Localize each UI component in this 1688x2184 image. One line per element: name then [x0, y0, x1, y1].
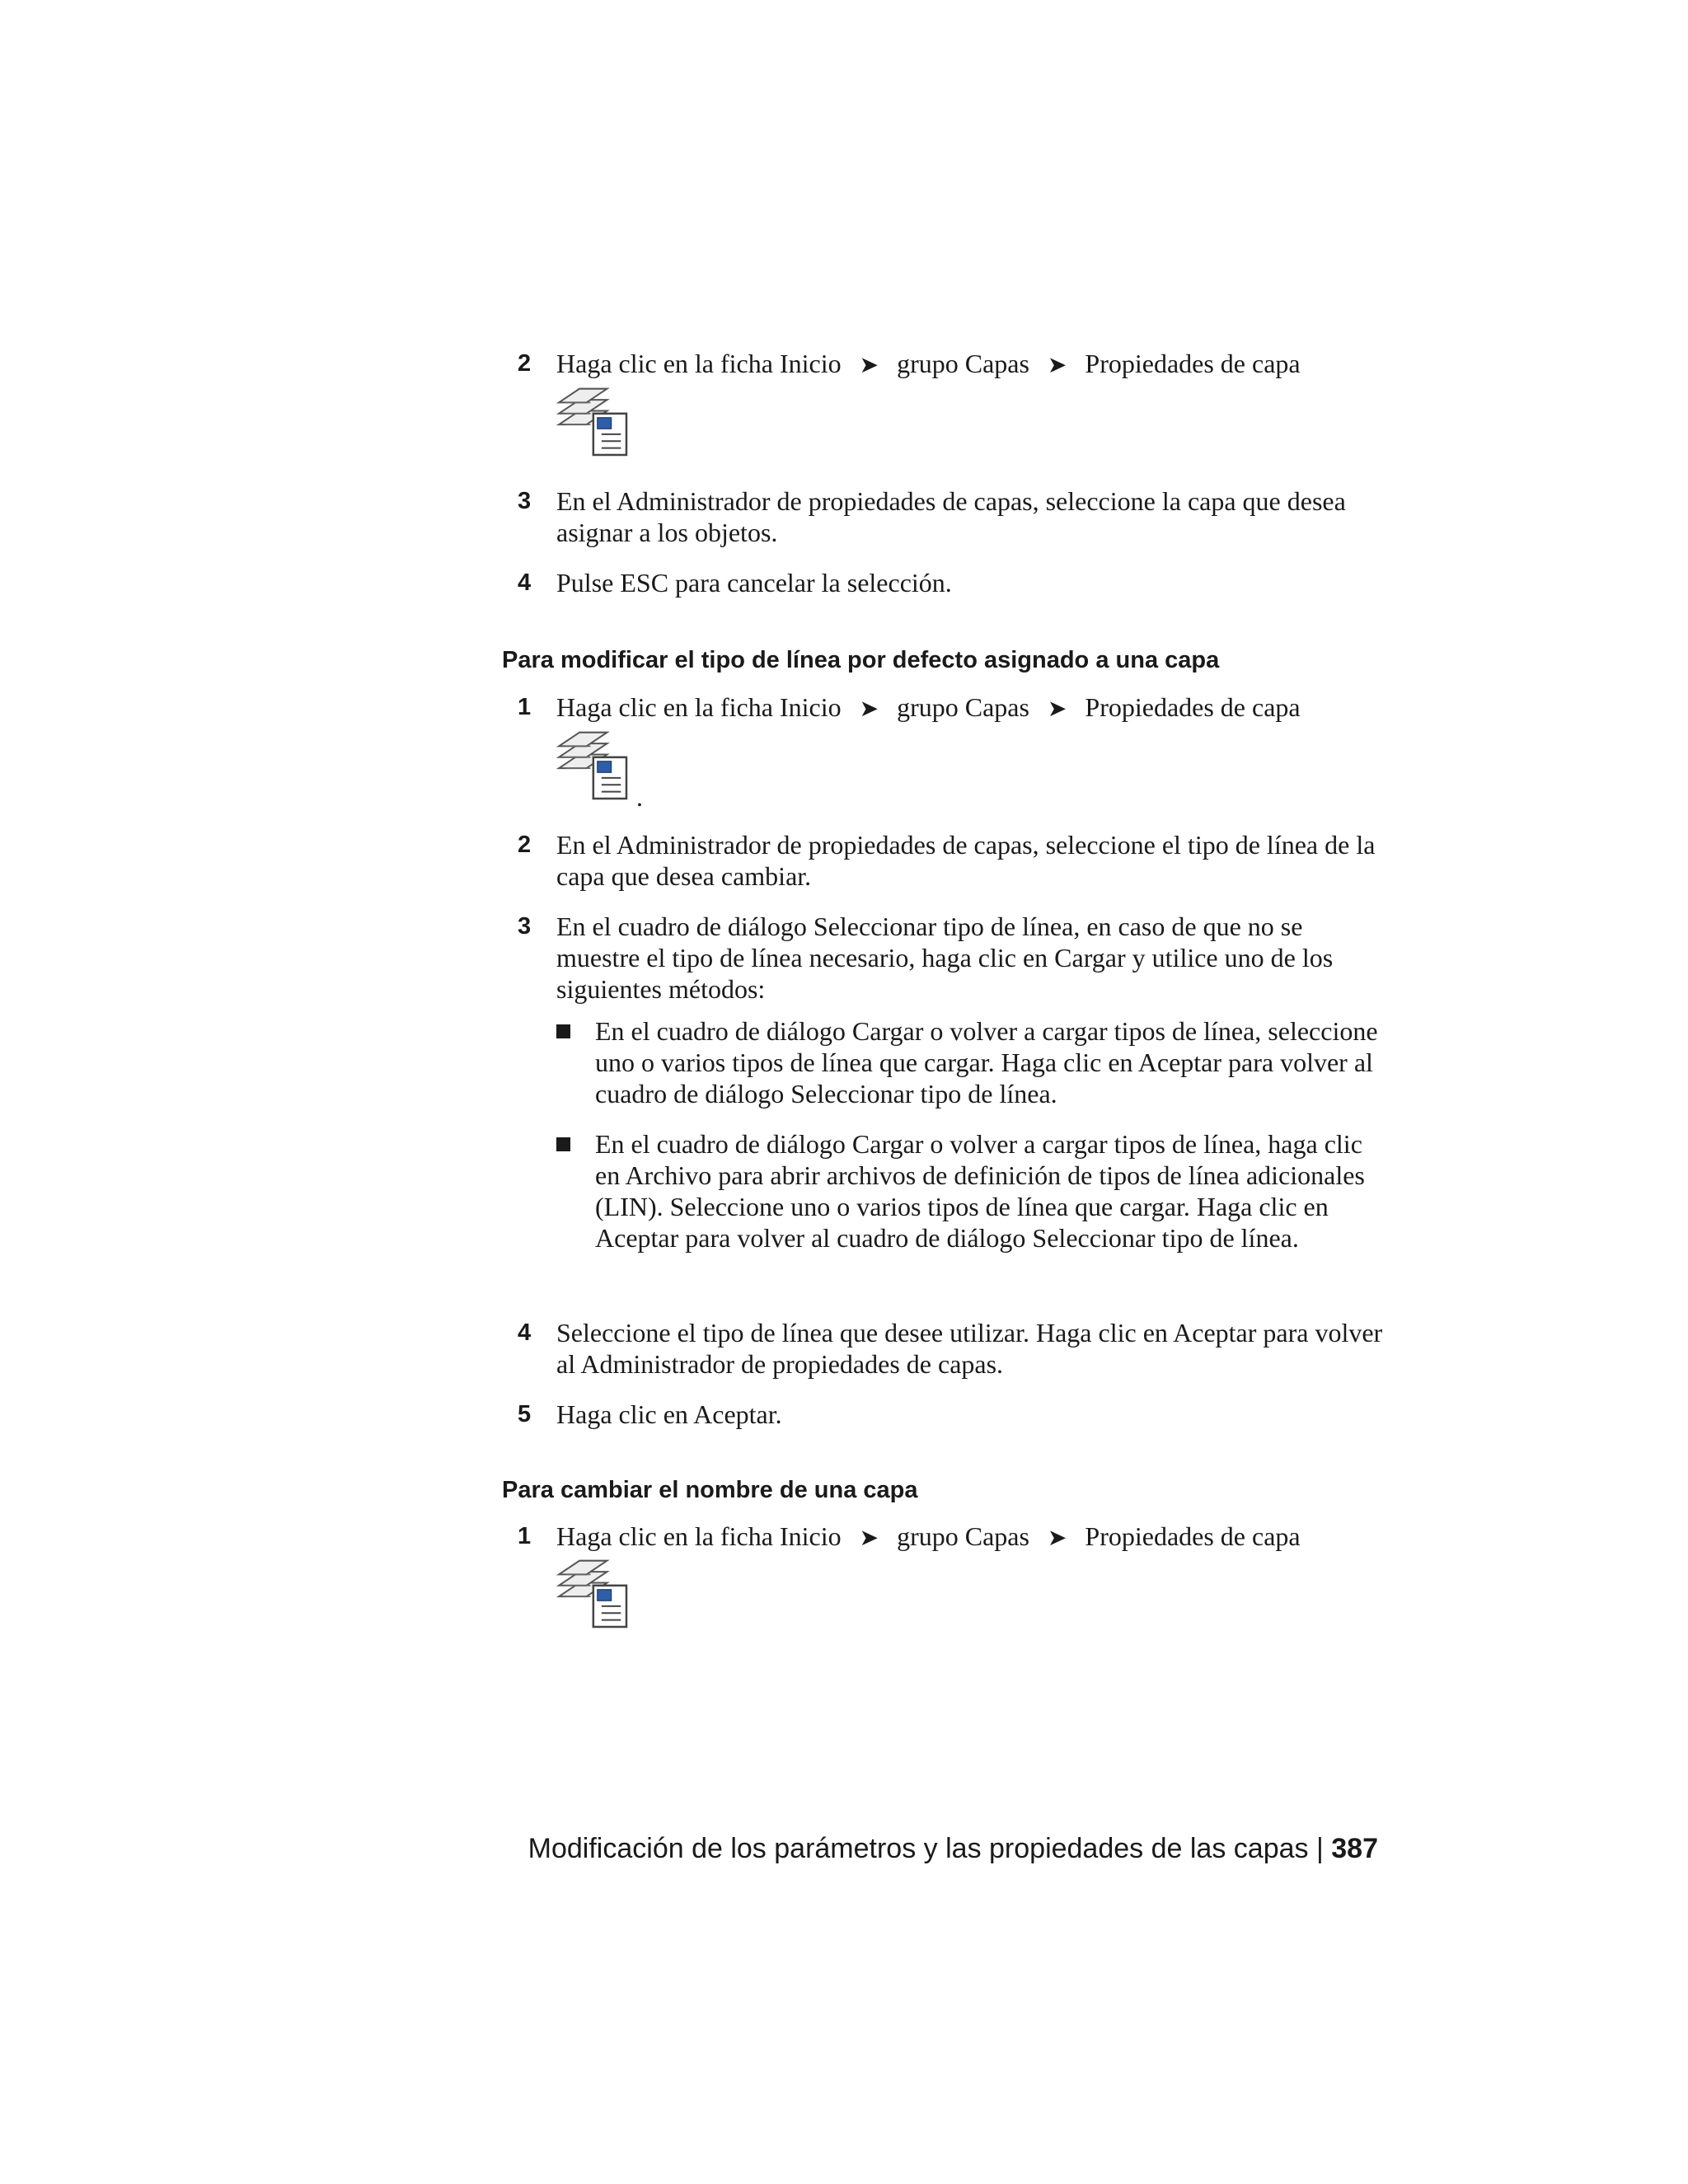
menu-path	[556, 691, 1383, 725]
path-text: Haga clic en la ficha Inicio	[556, 1521, 842, 1551]
path-item: Propiedades de capa	[1085, 349, 1301, 378]
step-3-load-linetype	[518, 911, 1383, 1005]
bullet-square-icon	[556, 1024, 570, 1038]
arrow-icon: ➤	[1047, 696, 1067, 722]
path-item: Propiedades de capa	[1085, 692, 1301, 722]
step-number: 2	[518, 832, 532, 858]
menu-path	[556, 1521, 1383, 1554]
page-number: 387	[1331, 1833, 1378, 1864]
step-number: 5	[518, 1401, 532, 1427]
bullet-text: En el cuadro de diálogo Cargar o volver a cargar tipos de línea, haga clic en Archivo para abrir archivos de definición de tipos de línea adicionales (LIN). Seleccione uno o varios tipos de línea que cargar. Haga clic en Aceptar para volver al cuadro de diálogo Seleccionar tipo de línea.	[595, 1129, 1365, 1253]
step-text: Seleccione el tipo de línea que desee utilizar. Haga clic en Aceptar para volver al Administrador de propiedades de capas.	[556, 1318, 1383, 1379]
bullet-item	[556, 1015, 1381, 1109]
path-group: grupo Capas	[897, 1521, 1029, 1551]
step-number: 3	[518, 913, 532, 940]
step-1-open-layer-properties	[518, 691, 1383, 725]
step-1-open-layer-properties	[518, 1521, 1383, 1554]
path-text: Haga clic en la ficha Inicio	[556, 349, 842, 378]
step-3-select-layer	[518, 485, 1383, 548]
step-text: Haga clic en Aceptar.	[556, 1399, 782, 1429]
section-heading: Para modificar el tipo de línea por defecto asignado a una capa	[502, 647, 1220, 673]
bullet-text: En el cuadro de diálogo Cargar o volver a cargar tipos de línea, seleccione uno o varios tipos de línea que cargar. Haga clic en Aceptar para volver al cuadro de diálogo Seleccionar tipo de línea.	[595, 1016, 1378, 1108]
path-text: Haga clic en la ficha Inicio	[556, 692, 842, 722]
arrow-icon: ➤	[859, 1526, 879, 1551]
step-4-choose-linetype	[518, 1317, 1383, 1380]
path-group: grupo Capas	[897, 692, 1029, 722]
step-number: 4	[518, 569, 532, 596]
step-period: .	[636, 782, 643, 812]
step-text: En el Administrador de propiedades de capas, seleccione el tipo de línea de la capa que desea cambiar.	[556, 830, 1376, 891]
footer-separator: |	[1315, 1833, 1324, 1864]
arrow-icon: ➤	[859, 696, 879, 722]
bullet-square-icon	[556, 1137, 570, 1151]
layer-properties-icon	[555, 1555, 631, 1631]
arrow-icon: ➤	[1047, 1526, 1067, 1551]
step-2-open-layer-properties	[518, 348, 1383, 382]
page-footer	[495, 1832, 1378, 1865]
step-4-press-esc	[518, 567, 1383, 598]
layer-properties-icon	[555, 383, 631, 459]
step-number: 2	[518, 350, 532, 377]
step-5-accept	[518, 1399, 1383, 1430]
menu-path	[556, 348, 1383, 382]
step-number: 1	[518, 1523, 532, 1549]
arrow-icon: ➤	[1047, 353, 1067, 378]
footer-title: Modificación de los parámetros y las propiedades de las capas	[528, 1833, 1309, 1864]
step-number: 4	[518, 1319, 532, 1346]
step-number: 3	[518, 488, 532, 514]
layer-properties-icon	[555, 727, 631, 803]
step-number: 1	[518, 694, 532, 720]
step-text: En el cuadro de diálogo Seleccionar tipo de línea, en caso de que no se muestre el tipo de línea necesario, haga clic en Cargar y utilice uno de los siguientes métodos:	[556, 912, 1334, 1004]
step-text: Pulse ESC para cancelar la selección.	[556, 568, 952, 598]
path-group: grupo Capas	[897, 349, 1029, 378]
step-2-select-linetype	[518, 829, 1383, 892]
path-item: Propiedades de capa	[1085, 1521, 1301, 1551]
section-heading: Para cambiar el nombre de una capa	[502, 1477, 918, 1503]
arrow-icon: ➤	[859, 353, 879, 378]
step-text: En el Administrador de propiedades de capas, seleccione la capa que desea asignar a los objetos.	[556, 486, 1346, 547]
bullet-item	[556, 1128, 1381, 1254]
